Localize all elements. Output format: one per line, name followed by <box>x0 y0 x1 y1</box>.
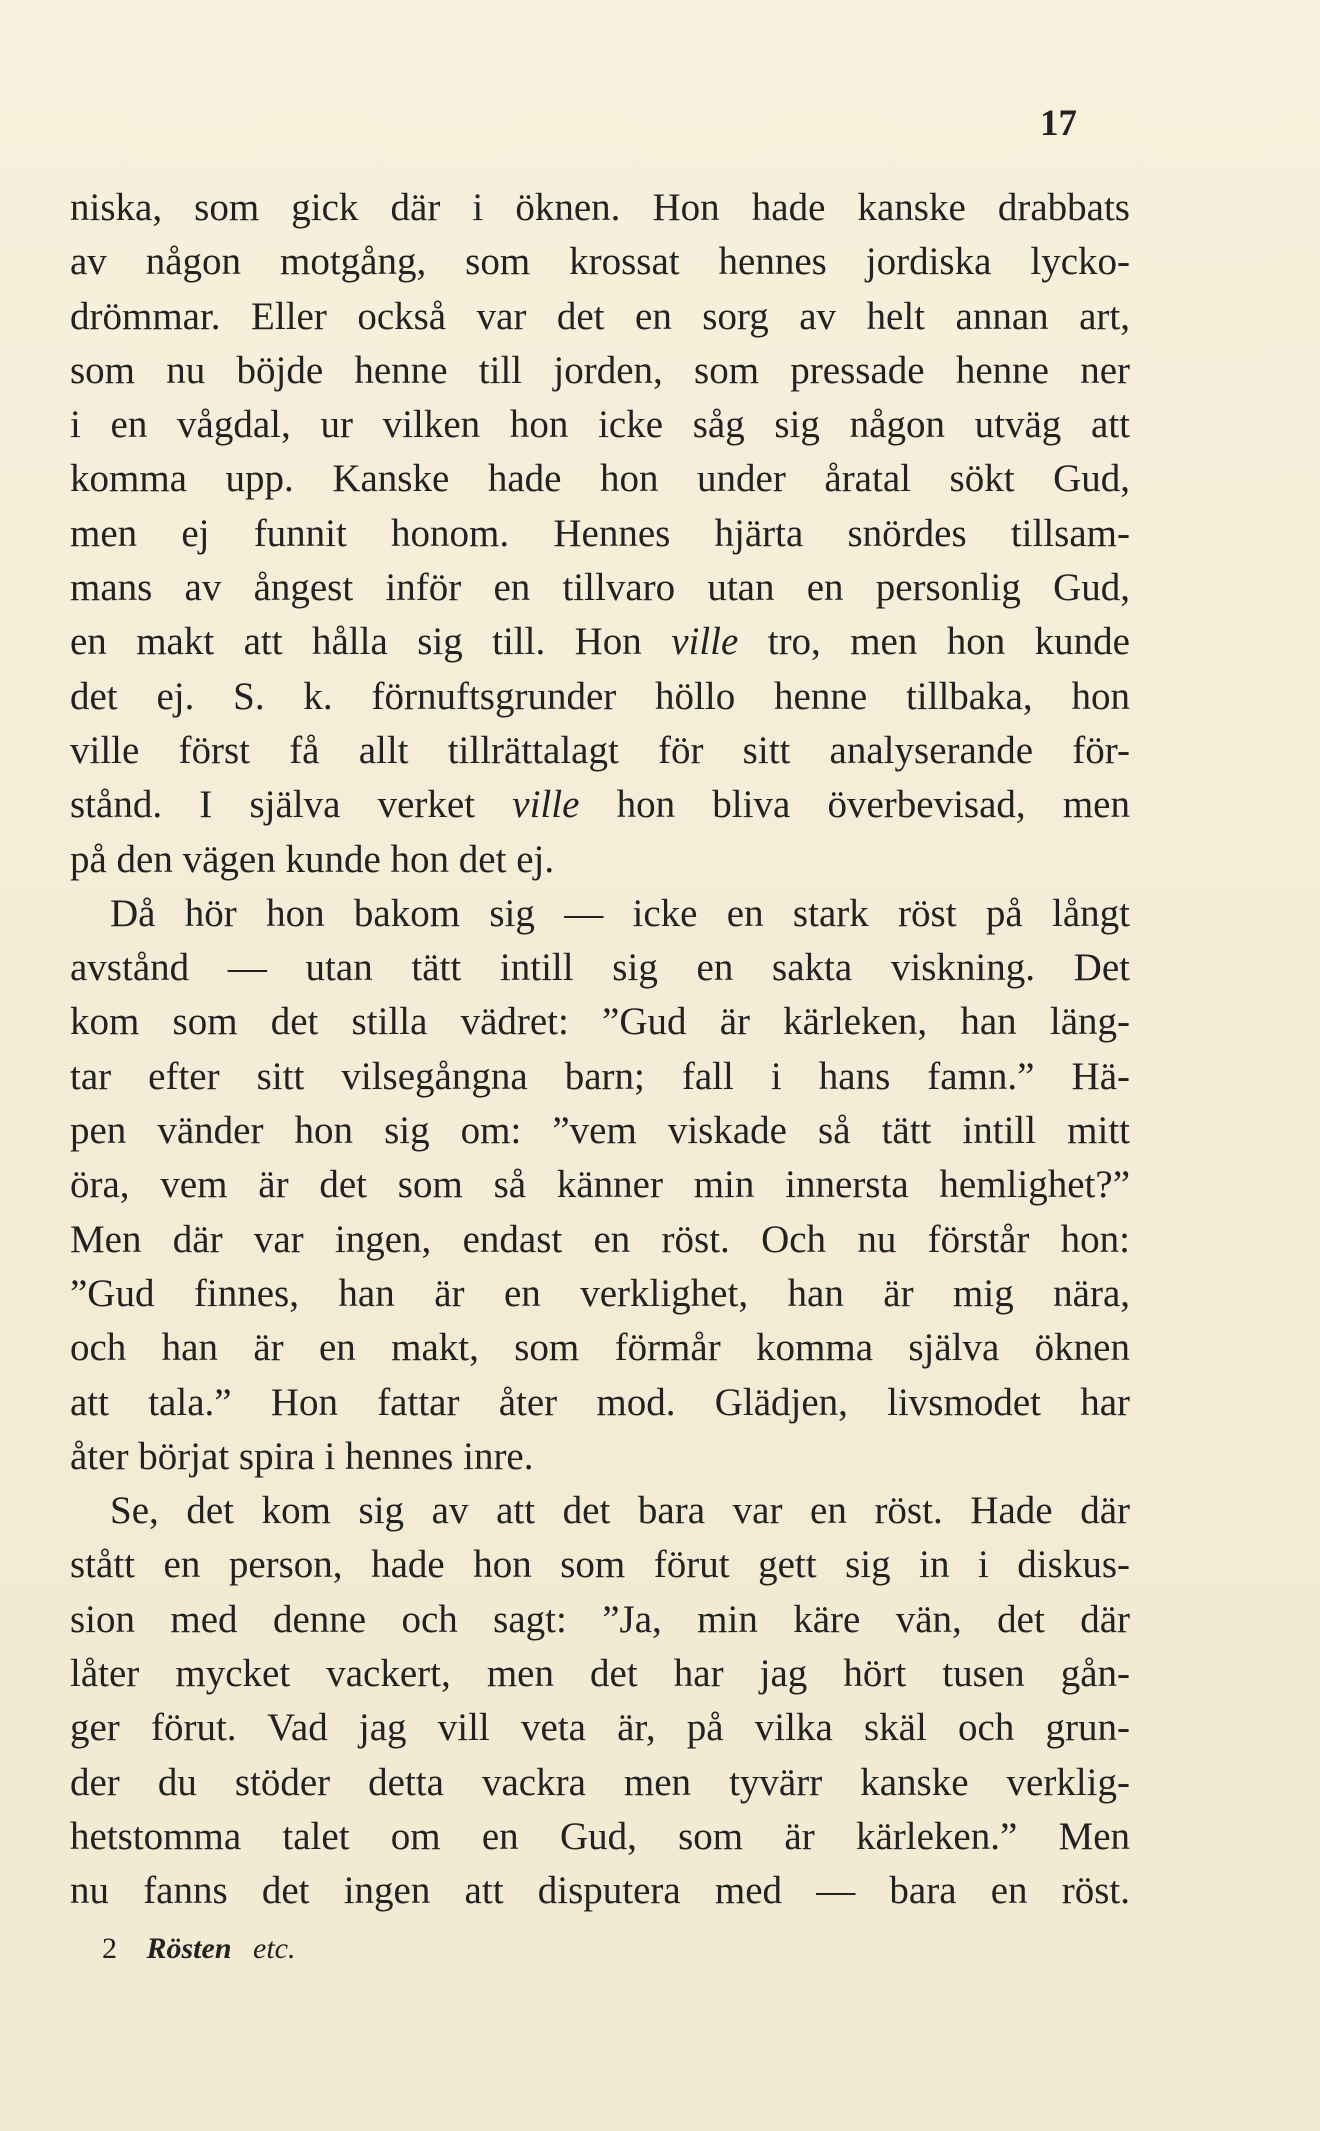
text-line: der du stöder detta vackra men tyvärr kanske verklig- <box>70 1760 1130 1804</box>
text-line: kom som det stilla vädret: ”Gud är kärleken, han läng- <box>70 1000 1130 1044</box>
text-line: mans av ångest inför en tillvaro utan en personlig Gud, <box>70 566 1130 610</box>
signature-etc: etc. <box>253 1932 296 1965</box>
text-line: ”Gud finnes, han är en verklighet, han är mig nära, <box>70 1271 1130 1315</box>
text-line: åter börjat spira i hennes inre. <box>70 1434 534 1478</box>
text-line: hetstomma talet om en Gud, som är kärleken.” Men <box>70 1814 1130 1858</box>
text-line: Se, det kom sig av att det bara var en röst. Hade där <box>110 1489 1130 1533</box>
text-line: som nu böjde henne till jorden, som pressade henne ner <box>70 348 1130 392</box>
text-line: nu fanns det ingen att disputera med — bara en röst. <box>70 1869 1130 1913</box>
text-line: i en vågdal, ur vilken hon icke såg sig någon utväg att <box>70 403 1130 447</box>
text-segment: en makt att hålla sig till. Hon <box>70 620 672 664</box>
text-line: men ej funnit honom. Hennes hjärta snördes tillsam- <box>70 511 1130 555</box>
text-line <box>70 778 1130 832</box>
text-line: niska, som gick där i öknen. Hon hade kanske drabbats <box>70 186 1130 229</box>
text-line: drömmar. Eller också var det en sorg av helt annan art, <box>70 294 1130 338</box>
signature-title: Rösten <box>146 1932 232 1965</box>
text-line: och han är en makt, som förmår komma själva öknen <box>70 1326 1130 1370</box>
text-line: låter mycket vackert, men det har jag hört tusen gån- <box>70 1652 1130 1696</box>
text-line: sion med denne och sagt: ”Ja, min käre vän, det där <box>70 1597 1130 1641</box>
text-line <box>70 615 1130 669</box>
text-line: ville först få allt tillrättalagt för sitt analyserande för- <box>70 728 1130 772</box>
text-line: tar efter sitt vilsegångna barn; fall i hans famn.” Hä- <box>70 1054 1130 1098</box>
emphasized-word: ville <box>671 620 739 664</box>
text-line: ger förut. Vad jag vill veta är, på vilka skäl och grun- <box>70 1706 1130 1750</box>
text-line: Då hör hon bakom sig — icke en stark röst på långt <box>110 891 1130 935</box>
text-line: pen vänder hon sig om: ”vem viskade så tätt intill mitt <box>70 1109 1130 1153</box>
printer-signature-line <box>102 1932 296 1966</box>
text-line: stått en person, hade hon som förut gett sig in i diskus- <box>70 1543 1130 1587</box>
emphasized-word: ville <box>512 783 580 827</box>
text-segment: stånd. I själva verket <box>70 783 513 827</box>
text-line: öra, vem är det som så känner min innersta hemlighet?” <box>70 1163 1130 1207</box>
text-line: Men där var ingen, endast en röst. Och nu förstår hon: <box>70 1217 1130 1261</box>
body-text <box>70 181 1130 1919</box>
text-line: på den vägen kunde hon det ej. <box>70 837 555 881</box>
text-line: det ej. S. k. förnuftsgrunder höllo henne tillbaka, hon <box>70 674 1130 718</box>
text-line: komma upp. Kanske hade hon under åratal sökt Gud, <box>70 457 1130 501</box>
page-number: 17 <box>1040 103 1077 144</box>
text-segment: hon bliva överbevisad, men <box>579 783 1130 827</box>
text-segment: tro, men hon kunde <box>738 620 1130 664</box>
text-line: av någon motgång, som krossat hennes jordiska lycko- <box>70 240 1130 284</box>
signature-mark: 2 <box>102 1932 117 1965</box>
text-line: avstånd — utan tätt intill sig en sakta viskning. Det <box>70 946 1130 990</box>
text-line: att tala.” Hon fattar åter mod. Glädjen, livsmodet har <box>70 1380 1130 1424</box>
